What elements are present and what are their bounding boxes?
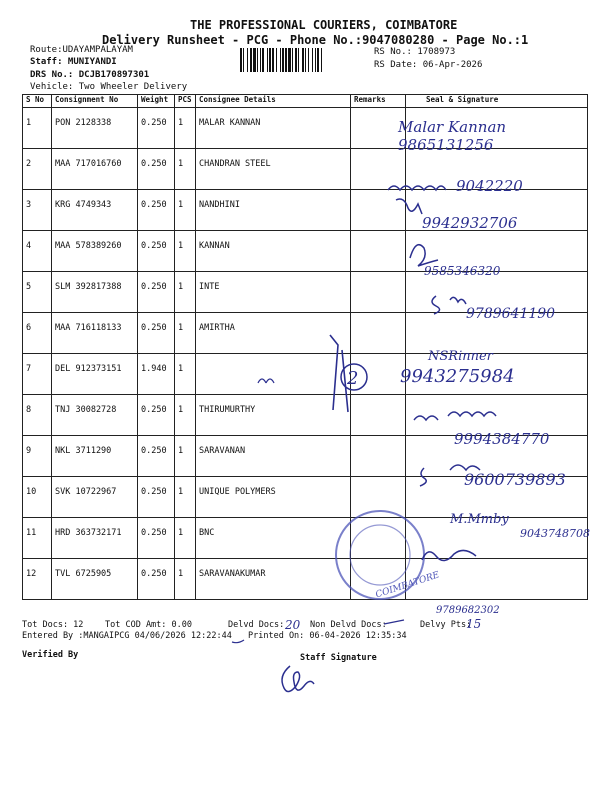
row-pcs: 1 — [175, 231, 196, 272]
row-remarks — [351, 354, 406, 395]
table-row — [23, 395, 588, 436]
row-consignee: NANDHINI — [196, 190, 351, 231]
table-row — [23, 149, 588, 190]
runsheet-table — [22, 94, 588, 600]
row-weight: 0.250 — [138, 559, 175, 600]
row8-handwritten-phone: 9994384770 — [454, 430, 550, 448]
row-weight: 0.250 — [138, 272, 175, 313]
printed-on: Printed On: 06-04-2026 12:35:34 — [248, 631, 407, 641]
row-remarks — [351, 518, 406, 559]
row2-handwritten-phone: 9042220 — [456, 177, 523, 195]
row-sno: 8 — [23, 395, 52, 436]
row-consignment-no: TNJ 30082728 — [52, 395, 138, 436]
row-sno: 2 — [23, 149, 52, 190]
table-row — [23, 108, 588, 149]
remarks-number-2: 2 — [347, 368, 359, 389]
row-signature — [406, 313, 588, 354]
row-pcs: 1 — [175, 272, 196, 313]
row-remarks — [351, 149, 406, 190]
row5-handwritten-phone: 9789641190 — [466, 306, 556, 322]
table-row — [23, 518, 588, 559]
row4-handwritten-phone: 9585346320 — [424, 264, 501, 278]
row-consignment-no: SLM 392817388 — [52, 272, 138, 313]
row-weight: 0.250 — [138, 149, 175, 190]
stamp-text: COIMBATORE — [374, 570, 441, 601]
row3-handwritten-phone: 9942932706 — [422, 214, 518, 232]
barcode-bar — [267, 48, 268, 72]
barcode-bar — [243, 48, 244, 72]
row-consignment-no: MAA 716118133 — [52, 313, 138, 354]
row-pcs: 1 — [175, 190, 196, 231]
row-weight: 0.250 — [138, 231, 175, 272]
row-weight: 0.250 — [138, 436, 175, 477]
barcode-bar — [247, 48, 248, 72]
staff-label: Staff: MUNIYANDI — [30, 57, 117, 67]
row1-handwritten-phone: 9865131256 — [398, 136, 494, 154]
row-consignee: SARAVANAN — [196, 436, 351, 477]
barcode-bar — [269, 48, 271, 72]
row-signature — [406, 395, 588, 436]
row-weight: 0.250 — [138, 518, 175, 559]
row-signature — [406, 436, 588, 477]
row-signature — [406, 108, 588, 149]
row9-handwritten-phone: 9600739893 — [464, 470, 566, 489]
staff-signature-label: Staff Signature — [300, 653, 377, 663]
company-title: THE PROFESSIONAL COURIERS, COIMBATORE — [190, 18, 458, 32]
row-remarks — [351, 231, 406, 272]
row-remarks — [351, 272, 406, 313]
row-consignment-no: HRD 363732171 — [52, 518, 138, 559]
entered-by-tick-mark — [232, 640, 244, 643]
row-remarks — [351, 190, 406, 231]
table-header-row — [23, 95, 588, 108]
rs-date: RS Date: 06-Apr-2026 — [374, 60, 483, 70]
table-row — [23, 559, 588, 600]
col-weight: Weight — [138, 95, 175, 108]
col-consignment: Consignment No — [52, 95, 138, 108]
row-consignee: THIRUMURTHY — [196, 395, 351, 436]
row-signature — [406, 272, 588, 313]
rs-number: RS No.: 1708973 — [374, 47, 456, 57]
row-weight: 0.250 — [138, 477, 175, 518]
col-seal-signature: Seal & Signature — [406, 95, 588, 108]
row-sno: 12 — [23, 559, 52, 600]
barcode-bar — [280, 48, 281, 72]
tot-docs: Tot Docs: 12 — [22, 620, 84, 630]
row-sno: 3 — [23, 190, 52, 231]
row-sno: 9 — [23, 436, 52, 477]
col-remarks: Remarks — [351, 95, 406, 108]
row-sno: 11 — [23, 518, 52, 559]
barcode-bar — [302, 48, 304, 72]
row10-handwritten-name: M.Mmby — [450, 512, 509, 527]
row-pcs: 1 — [175, 108, 196, 149]
staff-signature-scribble — [282, 666, 314, 692]
barcode-bar — [240, 48, 242, 72]
barcode-bar — [312, 48, 313, 72]
row-sno: 4 — [23, 231, 52, 272]
verified-by: Verified By — [22, 650, 79, 660]
row-signature — [406, 190, 588, 231]
row-consignee — [196, 354, 351, 395]
delvy-pts-handwritten-value: 15 — [466, 617, 482, 631]
table-row — [23, 477, 588, 518]
barcode-bar — [298, 48, 299, 72]
barcode-bar — [282, 48, 284, 72]
row-remarks — [351, 436, 406, 477]
row-consignee: SARAVANAKUMAR — [196, 559, 351, 600]
row-sno: 10 — [23, 477, 52, 518]
row-weight: 0.250 — [138, 190, 175, 231]
col-pcs: PCS — [175, 95, 196, 108]
row12-handwritten-phone: 9789682302 — [436, 605, 500, 616]
row-pcs: 1 — [175, 395, 196, 436]
row-consignment-no: DEL 912373151 — [52, 354, 138, 395]
table-row — [23, 231, 588, 272]
route-label: Route:UDAYAMPALAYAM — [30, 45, 133, 55]
row-consignee: INTE — [196, 272, 351, 313]
row-sno: 1 — [23, 108, 52, 149]
col-sno: S No — [23, 95, 52, 108]
row-consignment-no: PON 2128338 — [52, 108, 138, 149]
table-row — [23, 190, 588, 231]
row-pcs: 1 — [175, 313, 196, 354]
row-pcs: 1 — [175, 477, 196, 518]
barcode-bar — [262, 48, 264, 72]
row-consignment-no: TVL 6725905 — [52, 559, 138, 600]
row-remarks — [351, 313, 406, 354]
non-delvd-dash-mark — [384, 620, 404, 624]
row-consignee: AMIRTHA — [196, 313, 351, 354]
barcode-bar — [317, 48, 319, 72]
barcode-bar — [288, 48, 291, 72]
delvd-docs-handwritten-value: 20 — [285, 618, 301, 632]
row-consignee: UNIQUE POLYMERS — [196, 477, 351, 518]
row-signature — [406, 149, 588, 190]
row-remarks — [351, 395, 406, 436]
barcode-bar — [253, 48, 256, 72]
row-remarks — [351, 108, 406, 149]
runsheet-subtitle: Delivery Runsheet - PCG - Phone No.:9047080280 - Page No.:1 — [102, 33, 529, 47]
row-remarks — [351, 559, 406, 600]
row-signature — [406, 477, 588, 518]
barcode-bar — [250, 48, 252, 72]
row-weight: 1.940 — [138, 354, 175, 395]
barcode-bar — [315, 48, 316, 72]
barcode-bar — [276, 48, 277, 72]
barcode-bar — [260, 48, 261, 72]
row10-handwritten-phone: 9043748708 — [520, 527, 590, 540]
row-consignment-no: NKL 3711290 — [52, 436, 138, 477]
row-signature — [406, 354, 588, 395]
row-pcs: 1 — [175, 436, 196, 477]
barcode-bar — [285, 48, 287, 72]
row-pcs: 1 — [175, 559, 196, 600]
row-weight: 0.250 — [138, 395, 175, 436]
row-remarks — [351, 477, 406, 518]
row-sno: 5 — [23, 272, 52, 313]
row-consignee: MALAR KANNAN — [196, 108, 351, 149]
drs-number: DRS No.: DCJB170897301 — [30, 70, 150, 80]
row-consignee: KANNAN — [196, 231, 351, 272]
delvd-docs-label: Delvd Docs: — [228, 620, 285, 630]
row-sno: 7 — [23, 354, 52, 395]
row-pcs: 1 — [175, 518, 196, 559]
row7-handwritten-phone: 9943275984 — [400, 366, 515, 387]
barcode-bar — [257, 48, 258, 72]
barcode-bar — [308, 48, 309, 72]
row-consignment-no: MAA 717016760 — [52, 149, 138, 190]
row-signature — [406, 231, 588, 272]
row-consignment-no: MAA 578389260 — [52, 231, 138, 272]
row-pcs: 1 — [175, 354, 196, 395]
row6-handwritten-name: NSRinner — [428, 349, 493, 364]
entered-by: Entered By :MANGAIPCG 04/06/2026 12:22:44 — [22, 631, 232, 641]
vehicle-label: Vehicle: Two Wheeler Delivery — [30, 82, 188, 92]
barcode-bar — [295, 48, 297, 72]
row-weight: 0.250 — [138, 313, 175, 354]
table-row — [23, 354, 588, 395]
row-consignee: CHANDRAN STEEL — [196, 149, 351, 190]
row1-handwritten-name: Malar Kannan — [398, 118, 507, 136]
non-delvd-docs-label: Non Delvd Docs: — [310, 620, 387, 630]
barcode-bar — [272, 48, 274, 72]
row-consignment-no: SVK 10722967 — [52, 477, 138, 518]
table-row — [23, 272, 588, 313]
row-weight: 0.250 — [138, 108, 175, 149]
delvy-pts-label: Delvy Pts: — [420, 620, 472, 630]
table-row — [23, 313, 588, 354]
table-row — [23, 436, 588, 477]
row-signature — [406, 518, 588, 559]
tot-cod-amt: Tot COD Amt: 0.00 — [105, 620, 192, 630]
barcode-bar — [292, 48, 293, 72]
barcode-bar — [321, 48, 322, 72]
row-signature — [406, 559, 588, 600]
row-consignee: BNC — [196, 518, 351, 559]
barcode-image — [240, 48, 372, 72]
row-consignment-no: KRG 4749343 — [52, 190, 138, 231]
col-consignee: Consignee Details — [196, 95, 351, 108]
row-pcs: 1 — [175, 149, 196, 190]
barcode-bar — [305, 48, 306, 72]
row-sno: 6 — [23, 313, 52, 354]
